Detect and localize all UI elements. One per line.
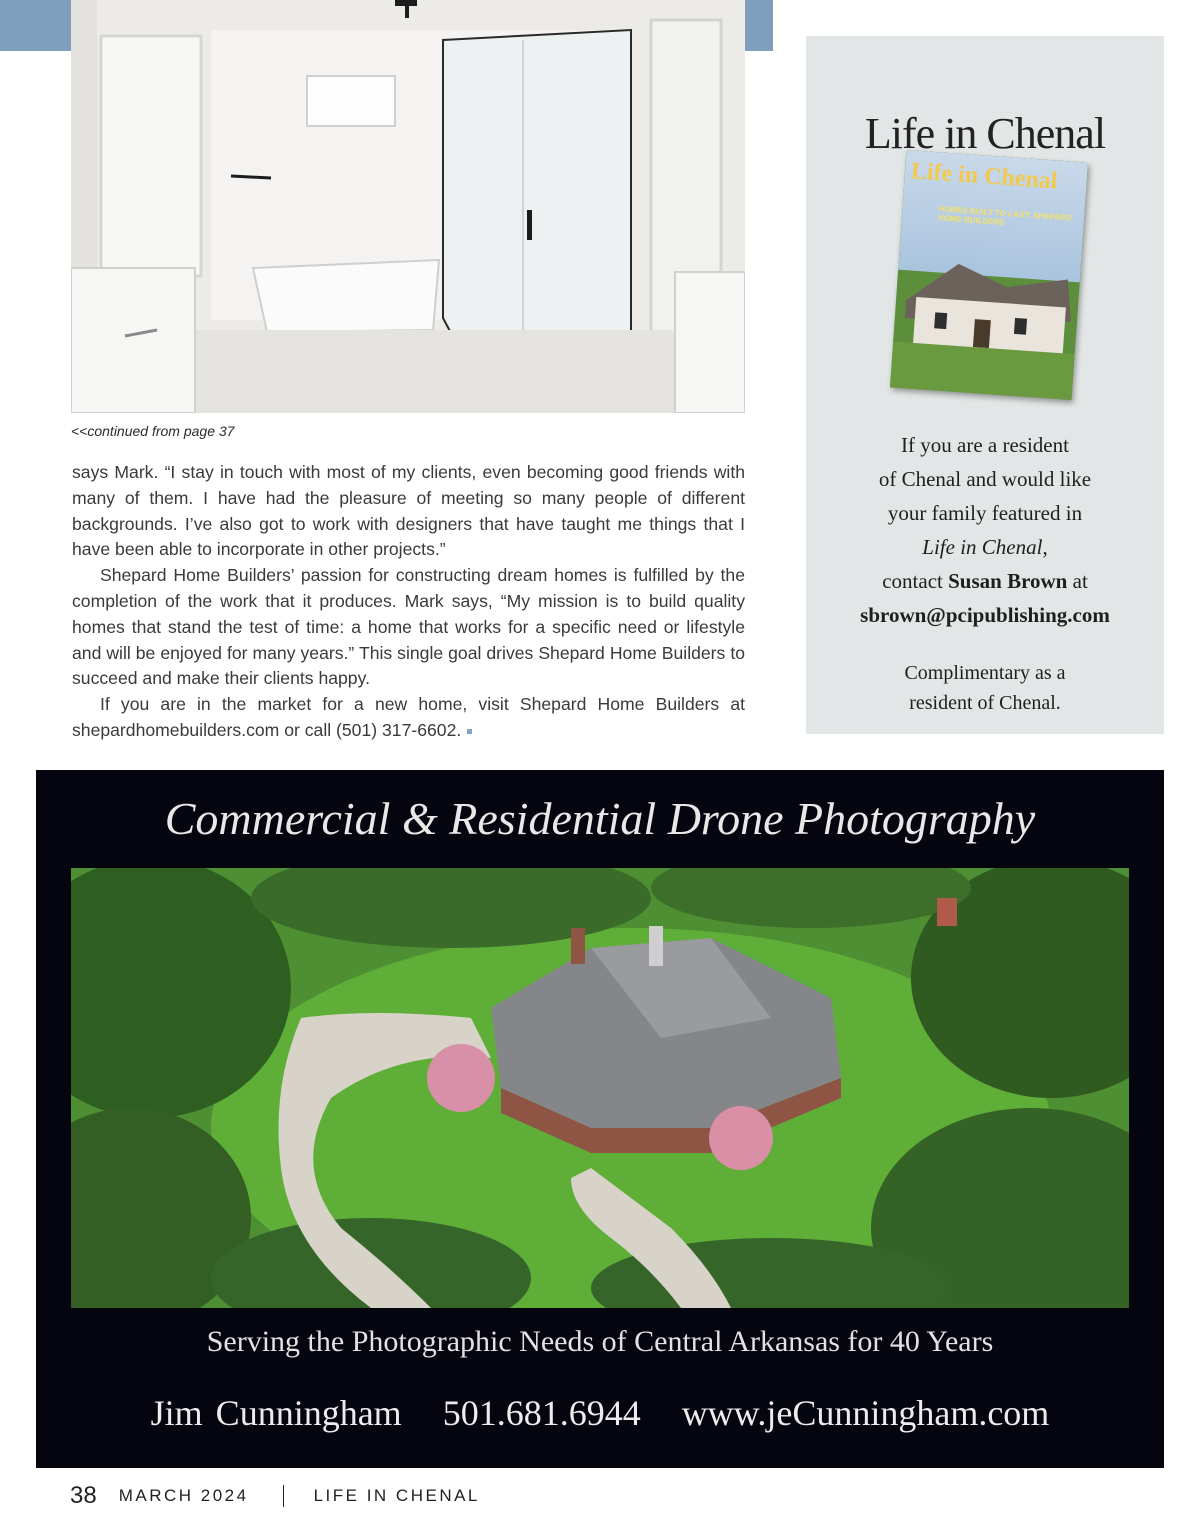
contact-suffix: at [1067, 569, 1088, 593]
article-paragraph-text: If you are in the market for a new home, visit Shepard Home Builders at shepardhomebuilders.com or call (501) 317-6602. [72, 694, 745, 740]
comma: , [1042, 535, 1048, 559]
photographer-phone[interactable]: 501.681.6944 [442, 1393, 641, 1433]
article-body [72, 460, 745, 744]
cover-headline: HOMES BUILT TO LAST: SHEPARD HOME BUILDERS [937, 204, 1072, 227]
invite-line: of Chenal and would like [878, 467, 1092, 491]
end-of-article-mark [467, 729, 472, 734]
footer-divider [283, 1485, 284, 1507]
life-in-chenal-logo: Life in Chenal [864, 109, 1106, 158]
issue-date: MARCH 2024 [118, 1486, 249, 1505]
bathroom-photo [71, 0, 745, 413]
page-number: 38 [70, 1482, 97, 1509]
photographer-website[interactable]: www.jeCunningham.com [681, 1393, 1050, 1433]
drone-ad-tagline: Serving the Photographic Needs of Central Arkansas for 40 Years [206, 1325, 994, 1358]
photographer-name: Jim Cunningham [150, 1393, 402, 1433]
complimentary-note [806, 658, 1164, 718]
drone-ad-title: Commercial & Residential Drone Photography [164, 793, 1036, 844]
invite-line [806, 564, 1164, 598]
contact-email[interactable]: sbrown@pcipublishing.com [860, 603, 1110, 627]
continued-from-note: <<continued from page 37 [71, 423, 235, 439]
sidebar-invite-text [806, 428, 1164, 632]
magazine-name-italic: Life in Chenal [922, 535, 1043, 559]
page-footer [70, 1481, 480, 1511]
drone-photography-ad [36, 770, 1164, 1468]
article-paragraph: says Mark. “I stay in touch with most of my clients, even becoming good friends with many of them. I have had the pleasure of meeting so many people of different backgrounds. I’ve also got to work with designers that have taught me things that I have been able to incorporate in other projects.” [72, 462, 745, 560]
complimentary-line: resident of Chenal. [909, 692, 1061, 714]
aerial-house-photo [71, 868, 1129, 1308]
invite-line: If you are a resident [901, 433, 1069, 457]
invite-line [806, 530, 1164, 564]
drone-ad-contact [36, 1392, 1164, 1434]
life-in-chenal-ad [806, 36, 1164, 734]
cover-title: Life in Chenal [910, 158, 1059, 195]
contact-prefix: contact [882, 569, 949, 593]
article-paragraph: Shepard Home Builders’ passion for constructing dream homes is fulfilled by the completion of the work that it produces. Mark says, “My mission is to build quality homes that stand the test of time: a home that works for a specific need or lifestyle and will be enjoyed for many years.” This single goal drives Shepard Home Builders to succeed and make their clients happy. [72, 565, 745, 689]
magazine-name: LIFE IN CHENAL [313, 1486, 480, 1505]
magazine-cover-image [890, 150, 1088, 400]
article-paragraph [72, 692, 745, 744]
contact-name: Susan Brown [948, 569, 1068, 593]
invite-line: your family featured in [887, 501, 1083, 525]
complimentary-line: Complimentary as a [904, 662, 1066, 684]
